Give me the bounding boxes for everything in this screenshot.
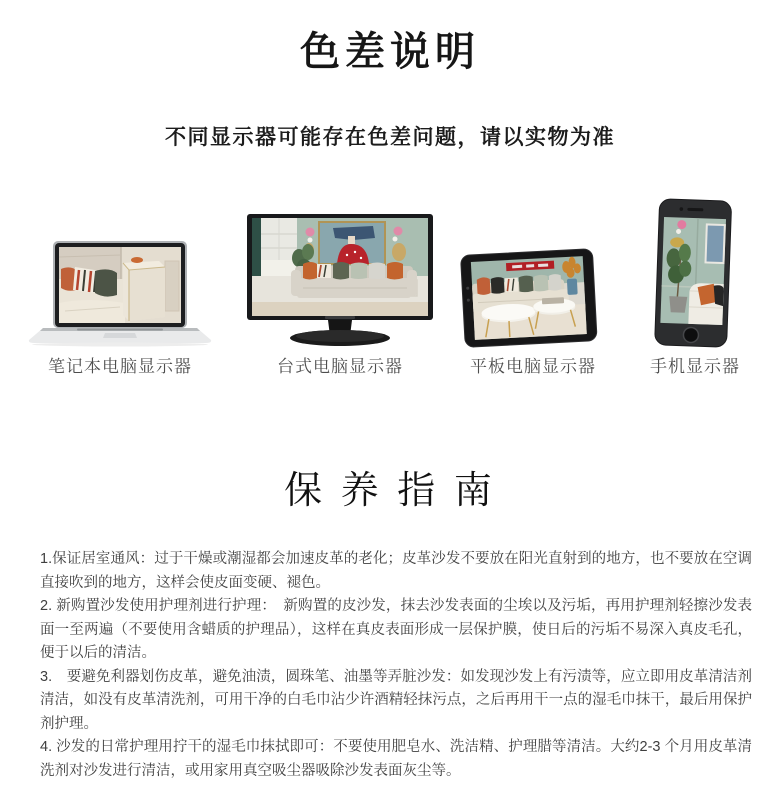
devices-row [0, 199, 780, 384]
care-paragraph-1: 1.保证居室通风：过于干燥或潮湿都会加速皮革的老化；皮革沙发不要放在阳光直射到的地方，也不要放在空调直接吹到的地方，这样会使皮面变硬、褪色。 [40, 551, 752, 591]
tablet-icon [459, 248, 598, 356]
device-label-monitor: 台式电脑显示器 [277, 357, 403, 376]
device-label-tablet: 平板电脑显示器 [470, 357, 596, 376]
care-paragraph-4: 4. 沙发的日常护理用拧干的湿毛巾抹拭即可：不要使用肥皂水、洗洁精、护理腊等清洁。大约2-3 个月用皮革清洗剂对沙发进行清洁，或用家用真空吸尘器吸除沙发表面灰尘等。 [40, 739, 752, 779]
care-instructions [40, 548, 752, 783]
page-subtitle: 不同显示器可能存在色差问题，请以实物为准 [165, 126, 615, 149]
care-paragraph-2: 2. 新购置沙发使用护理剂进行护理： 新购置的皮沙发，抹去沙发表面的尘埃以及污垢，再用护理剂轻擦沙发表面一至两遍（不要使用含蜡质的护理品），这样在真皮表面形成一层保护膜，使日后的污垢不易深入真皮毛孔，便于以后的清洁。 [40, 598, 752, 661]
smartphone-icon [649, 198, 736, 356]
page-title: 色差说明 [300, 30, 480, 74]
device-label-laptop: 笔记本电脑显示器 [48, 357, 192, 376]
monitor-icon [247, 214, 433, 352]
care-paragraph-3: 3. 要避免利器划伤皮革，避免油渍，圆珠笔、油墨等弄脏沙发：如发现沙发上有污渍等，应立即用皮革清洁剂清洁，如没有皮革清洗剂，可用干净的白毛巾沾少许酒精轻抹污点，之后再用干一点的湿毛巾抹干，最后用保护剂护理。 [40, 668, 752, 732]
device-label-phone: 手机显示器 [650, 357, 740, 376]
laptop-icon [25, 241, 215, 352]
care-guide-title: 保 养 指 南 [284, 470, 496, 512]
